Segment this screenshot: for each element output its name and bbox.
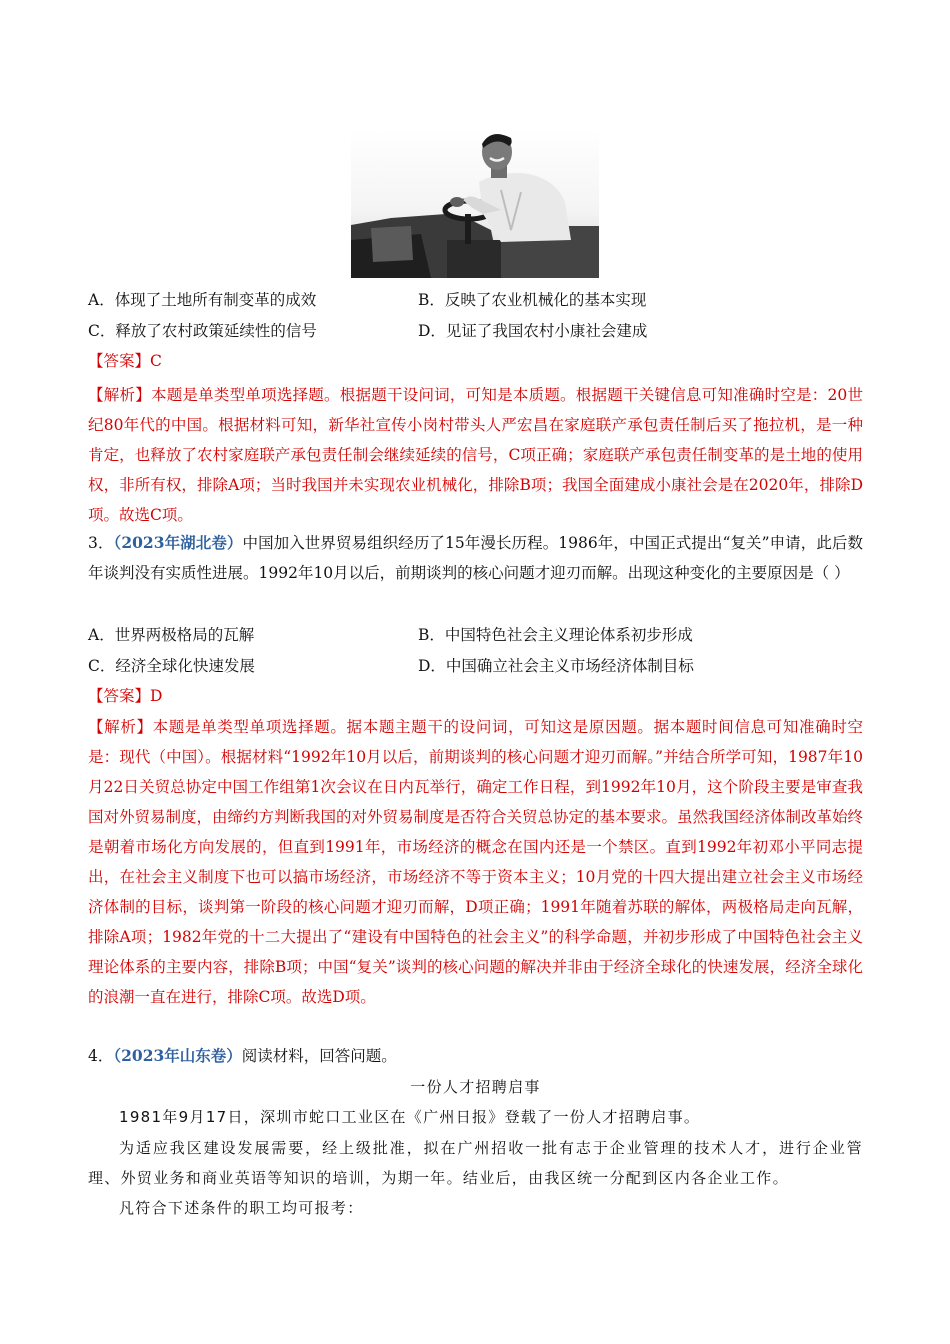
q3-analysis-label: 【解析】 xyxy=(88,718,153,736)
q4-material-p2: 为适应我区建设发展需要，经上级批准，拟在广州招收一批有志于企业管理的技术人才，进行企业管理、外贸业务和商业英语等知识的培训，为期一年。结业后，由我区统一分配到区内各企业工作。 xyxy=(88,1139,863,1187)
q4-material-p3: 凡符合下述条件的职工均可报考： xyxy=(119,1199,364,1217)
q2-analysis-text: 本题是单类型单项选择题。根据题干设问词，可知是本质题。根据题干关键信息可知准确时空是：20世纪80年代的中国。根据材料可知，新华社宣传小岗村带头人严宏昌在家庭联产承包责任制后买了拖拉机，是一种肯定，也释放了农村家庭联产承包责任制会继续延续的信号，C项正确；家庭联产承包责任制变革的是土地的使用权，非所有权，排除A项；当时我国并未实现农业机械化，排除B项；我国全面建成小康社会是在2020年，排除D项。故选C项。 xyxy=(88,386,863,524)
q2-option-b: B．反映了农业机械化的基本实现 xyxy=(418,291,647,309)
q3-option-d: D．中国确立社会主义市场经济体制目标 xyxy=(418,657,694,675)
q3-answer: 【答案】D xyxy=(88,687,163,705)
q4-source: （2023年山东卷） xyxy=(113,1046,242,1065)
q3-option-a: A．世界两极格局的瓦解 xyxy=(88,626,255,644)
q3-analysis-text: 本题是单类型单项选择题。据本题主题干的设问词，可知这是原因题。据本题时间信息可知准确时空是：现代（中国）。根据材料“1992年10月以后，前期谈判的核心问题才迎刃而解。”并结合所学可知，1987年10月22日关贸总协定中国工作组第1次会议在日内瓦举行，确定工作日程，到1992年10月，这个阶段主要是审查我国对外贸易制度，由缔约方判断我国的对外贸易制度是否符合关贸总协定的基本要求。虽然我国经济体制改革始终是朝着市场化方向发展的，但直到1991年，市场经济的概念在国内还是一个禁区。直到1992年初邓小平同志提出，在社会主义制度下也可以搞市场经济，市场经济不等于资本主义；10月党的十四大提出建立社会主义市场经济体制的目标，谈判第一阶段的核心问题才迎刃而解，D项正确；1991年随着苏联的解体，两极格局走向瓦解，排除A项；1982年党的十二大提出了“建设有中国特色的社会主义”的科学命题，并初步形成了中国特色社会主义理论体系的主要内容，排除B项；中国“复关”谈判的核心问题的解决并非由于经济全球化的快速发展，经济全球化的浪潮一直在进行，排除C项。故选D项。 xyxy=(88,718,864,1006)
q3-option-c: C．经济全球化快速发展 xyxy=(88,657,255,675)
q4-material-title: 一份人才招聘启事 xyxy=(410,1078,541,1096)
q4-stem xyxy=(88,1041,397,1071)
q3-option-b: B．中国特色社会主义理论体系初步形成 xyxy=(418,626,693,644)
q2-analysis xyxy=(88,380,863,530)
q4-number: 4． xyxy=(88,1047,114,1065)
q2-option-a: A．体现了土地所有制变革的成效 xyxy=(88,291,317,309)
q3-stem xyxy=(88,528,863,588)
q3-number: 3． xyxy=(88,534,114,552)
q2-option-c: C．释放了农村政策延续性的信号 xyxy=(88,322,317,340)
q2-answer: 【答案】C xyxy=(88,352,162,370)
tractor-photo xyxy=(351,130,599,278)
q3-analysis xyxy=(88,712,863,1012)
q3-source: （2023年湖北卷） xyxy=(113,533,243,552)
q4-stem-text: 阅读材料，回答问题。 xyxy=(241,1047,397,1065)
q2-analysis-label: 【解析】 xyxy=(88,386,151,404)
q4-material-p1: 1981年9月17日，深圳市蛇口工业区在《广州日报》登载了一份人才招聘启事。 xyxy=(119,1108,701,1126)
q3-stem-text: 中国加入世界贸易组织经历了15年漫长历程。1986年，中国正式提出“复关”申请，此后数年谈判没有实质性进展。1992年10月以后，前期谈判的核心问题才迎刃而解。出现这种变化的主要原因是（ ） xyxy=(88,534,863,582)
q2-option-d: D．见证了我国农村小康社会建成 xyxy=(418,322,648,340)
